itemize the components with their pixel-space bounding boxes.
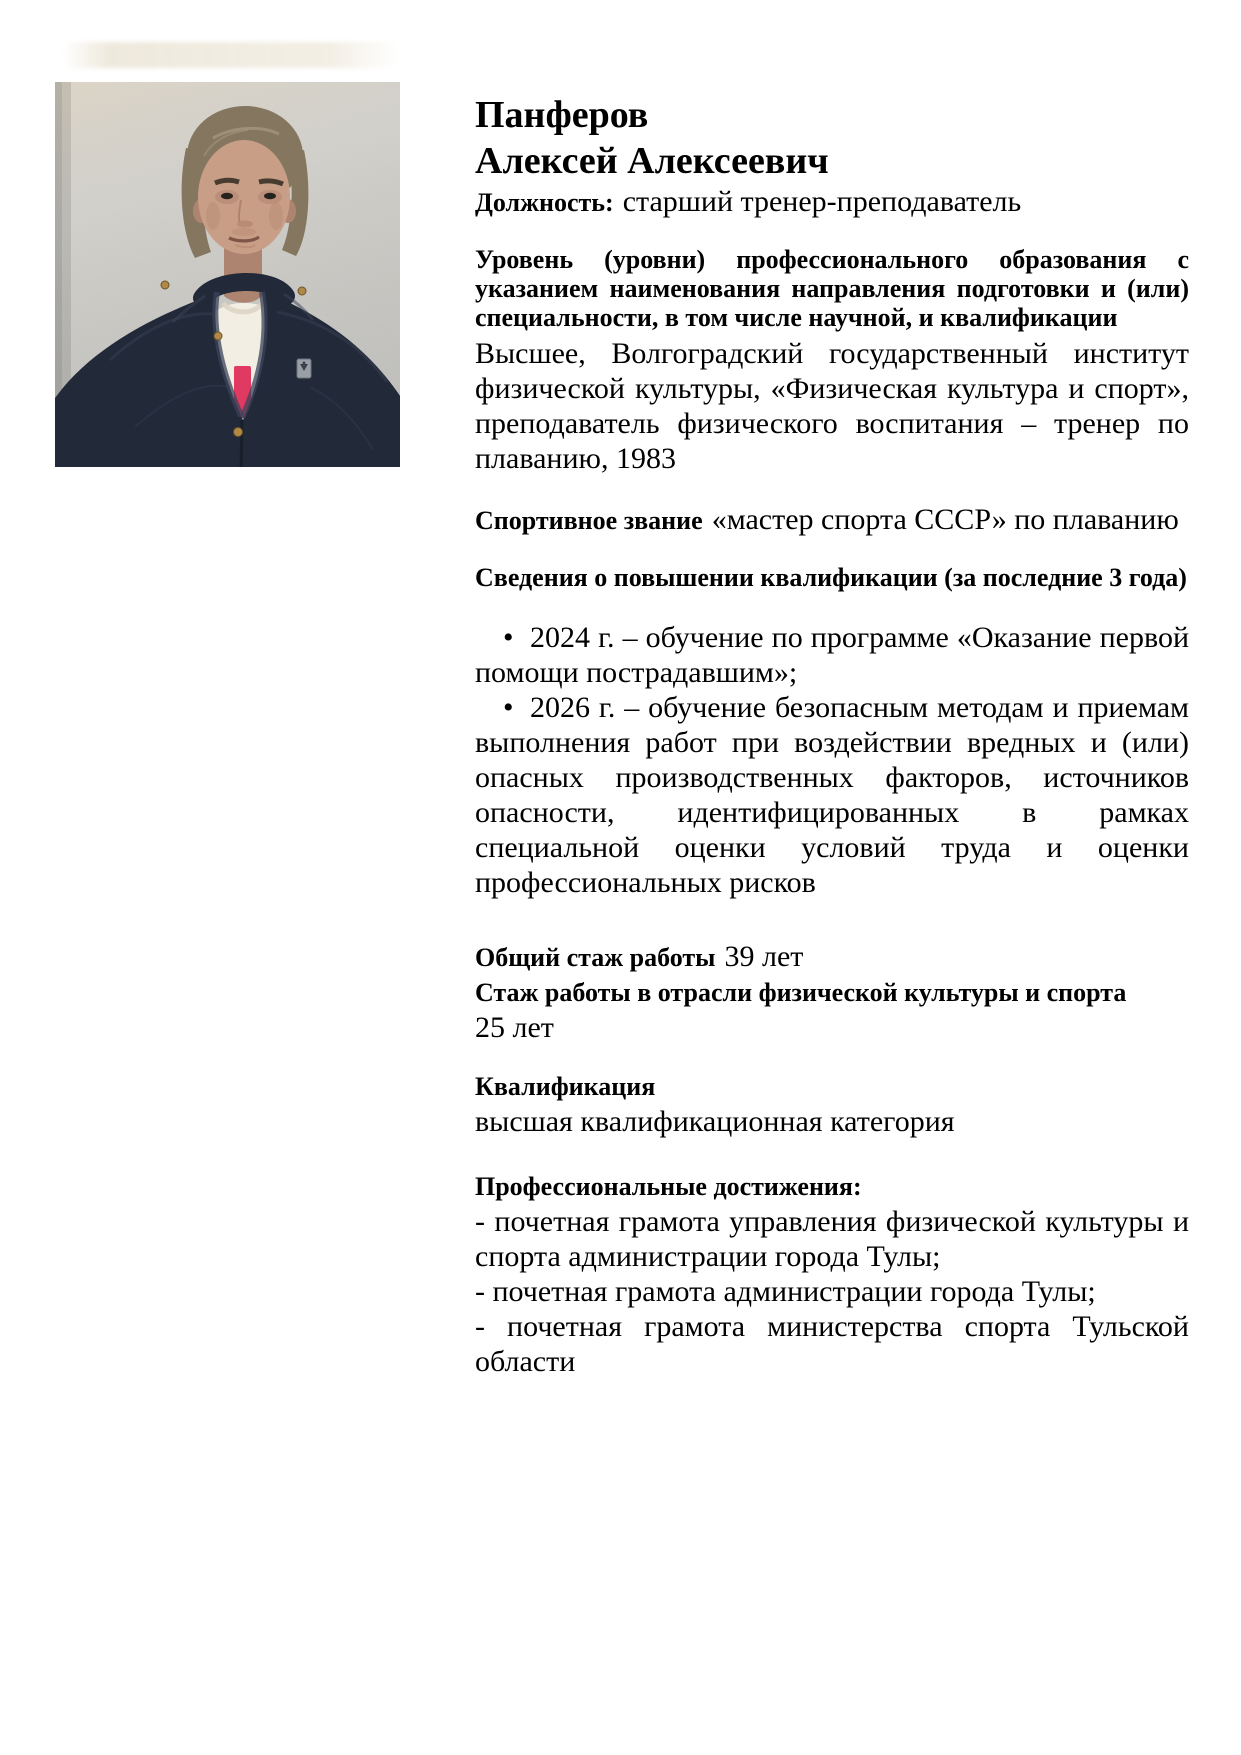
- person-last-name: Панферов: [475, 94, 649, 136]
- training-item-text: 2024 г. – обучение по программе «Оказание первой помощи пострадавшим»;: [475, 621, 1189, 689]
- snap-button: [214, 332, 222, 340]
- education-heading: Уровень (уровни) профессионального образования с указанием наименования направления подготовки и (или) специальности, в том числе научной, и квалификации: [475, 245, 1189, 332]
- bullet-icon: •: [503, 691, 514, 724]
- bullet-icon: •: [503, 621, 514, 654]
- achievement-item: - почетная грамота министерства спорта Тульской области: [475, 1310, 1189, 1378]
- achievements-block: [475, 1169, 1189, 1379]
- list-item: [475, 690, 1189, 900]
- education-value: Высшее, Волгоградский государственный институт физической культуры, «Физическая культура и спорт», преподаватель физического воспитания – тренер по плаванию, 1983: [475, 337, 1189, 475]
- achievements-heading: Профессиональные достижения:: [475, 1172, 862, 1201]
- person-name: [475, 92, 1189, 184]
- training-heading: Сведения о повышении квалификации (за последние 3 года): [475, 563, 1187, 592]
- person-first-middle-name: Алексей Алексеевич: [475, 140, 829, 182]
- experience-block: [475, 939, 1189, 1045]
- scan-smudge: [62, 42, 398, 68]
- snap-button: [161, 281, 169, 289]
- sport-title-line: [475, 502, 1189, 538]
- sport-title-label: Спортивное звание: [475, 506, 703, 535]
- qualification-value: высшая квалификационная категория: [475, 1105, 955, 1138]
- total-experience-line: [475, 939, 1189, 975]
- position-line: [475, 184, 1189, 220]
- industry-experience-label: Стаж работы в отрасли физической культуры и спорта: [475, 978, 1127, 1007]
- training-list: [475, 620, 1189, 900]
- qualification-block: [475, 1069, 1189, 1139]
- position-value: старший тренер-преподаватель: [622, 185, 1022, 218]
- sport-title-value: «мастер спорта СССР» по плаванию: [711, 503, 1179, 536]
- position-label: Должность:: [475, 188, 614, 217]
- portrait-photo-svg: [55, 82, 400, 467]
- portrait-photo: [55, 82, 400, 467]
- total-experience-label: Общий стаж работы: [475, 943, 716, 972]
- snap-button: [298, 287, 306, 295]
- achievement-item: - почетная грамота администрации города Тулы;: [475, 1275, 1096, 1308]
- list-item: [475, 620, 1189, 690]
- qualification-label: Квалификация: [475, 1072, 656, 1101]
- profile-content: [475, 80, 1189, 1379]
- achievement-item: - почетная грамота управления физической культуры и спорта администрации города Тулы;: [475, 1205, 1189, 1273]
- snap-button: [234, 428, 243, 437]
- industry-experience-value: 25 лет: [475, 1011, 554, 1044]
- training-item-text: 2026 г. – обучение безопасным методам и приемам выполнения работ при воздействии вредных и (или) опасных производственных факторов, источников опасности, идентифицированных в рамках специальной оценки условий труда и оценки профессиональных рисков: [475, 691, 1189, 899]
- jacket-crest-logo: [297, 359, 311, 378]
- total-experience-value: 39 лет: [724, 940, 804, 973]
